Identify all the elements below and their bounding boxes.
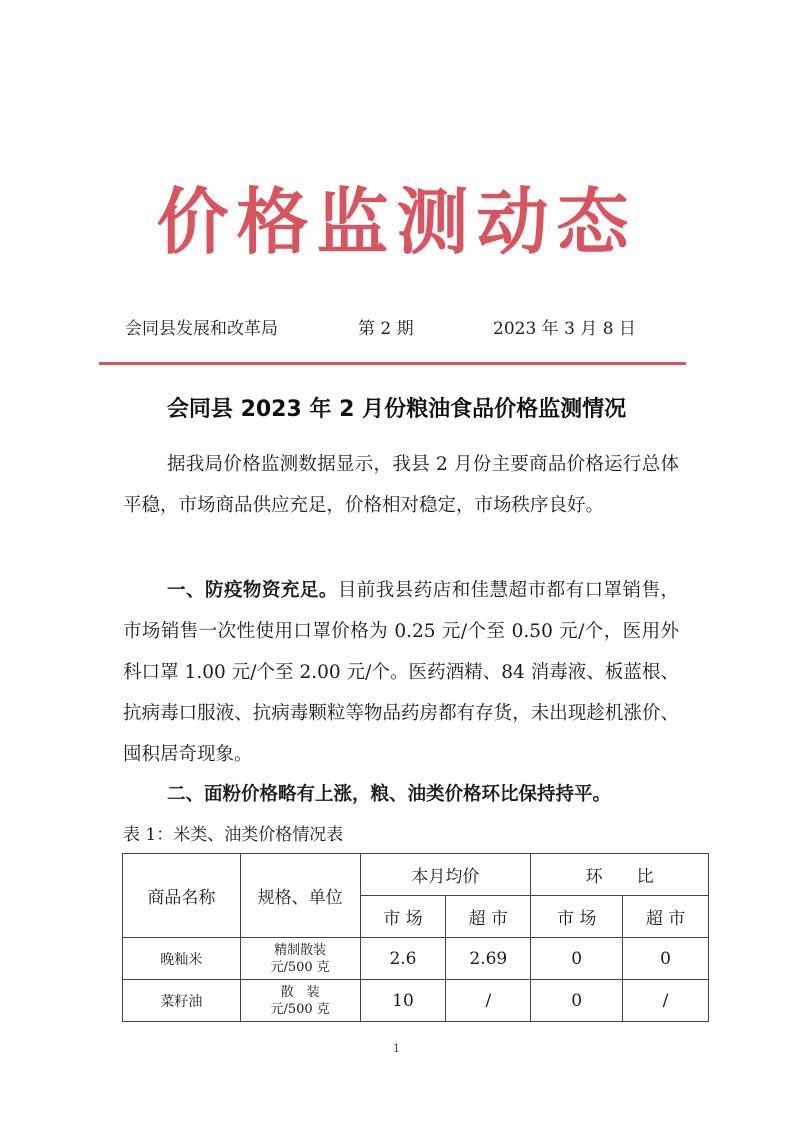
- header-supermarket: 超 市: [446, 896, 531, 938]
- row-super-price: 2.69: [446, 938, 531, 980]
- section1-paragraph: [123, 570, 679, 775]
- header-spec: 规格、单位: [240, 854, 360, 938]
- section1-body: 目前我县药店和佳慧超市都有口罩销售，市场销售一次性使用口罩价格为 0.25 元/个至 0.50 元/个，医用外科口罩 1.00 元/个至 2.00 元/个。医药酒精、84 消毒液、板蓝根、抗病毒口服液、抗病毒颗粒等物品药房都有存货，未出现趁机涨价、囤积居奇现象。: [123, 580, 679, 765]
- header-avg-price: 本月均价: [360, 854, 531, 896]
- row-super-mom: /: [623, 980, 709, 1022]
- issue-number: 第 2 期: [358, 319, 414, 339]
- document-title: 会同县 2023 年 2 月份粮油食品价格监测情况: [166, 397, 627, 422]
- header-mom: 环 比: [531, 854, 709, 896]
- row-spec-line1: 精制散装: [274, 942, 327, 958]
- section1-heading: 一、防疫物资充足。: [167, 580, 338, 601]
- row-market-price: 2.6: [360, 938, 446, 980]
- section2-heading: 二、面粉价格略有上涨，粮、油类价格环比保持持平。: [167, 784, 612, 805]
- header-supermarket-mom: 超 市: [623, 896, 709, 938]
- row-spec-line2: 元/500 克: [270, 1001, 330, 1017]
- row-market-mom: 0: [531, 980, 623, 1022]
- table-caption: 表 1：米类、油类价格情况表: [123, 825, 344, 845]
- row-super-mom: 0: [623, 938, 709, 980]
- row-name: 菜籽油: [123, 980, 241, 1022]
- row-name: 晚籼米: [123, 938, 241, 980]
- issue-date: 2023 年 3 月 8 日: [493, 319, 636, 339]
- section2-paragraph: [123, 774, 679, 815]
- price-table: [122, 853, 709, 1022]
- issuer: 会同县发展和改革局: [125, 319, 278, 339]
- table-header-row: [123, 854, 709, 896]
- row-market-mom: 0: [531, 938, 623, 980]
- table-row: [123, 980, 709, 1022]
- issue-info: [125, 314, 685, 342]
- row-spec: [240, 938, 360, 980]
- row-market-price: 10: [360, 980, 446, 1022]
- table-row: [123, 938, 709, 980]
- row-super-price: /: [446, 980, 531, 1022]
- header-market-mom: 市 场: [531, 896, 623, 938]
- intro-paragraph: 据我局价格监测数据显示，我县 2 月份主要商品价格运行总体平稳，市场商品供应充足，价格相对稳定，市场秩序良好。: [123, 454, 679, 516]
- header-market: 市 场: [360, 896, 446, 938]
- red-divider: [99, 362, 686, 365]
- row-spec-line1: 散 装: [280, 984, 320, 1000]
- row-spec: [240, 980, 360, 1022]
- row-spec-line2: 元/500 克: [270, 959, 330, 975]
- header-name: 商品名称: [123, 854, 241, 938]
- masthead-title: 价格监测动态: [156, 179, 637, 264]
- page-number: 1: [393, 1042, 400, 1055]
